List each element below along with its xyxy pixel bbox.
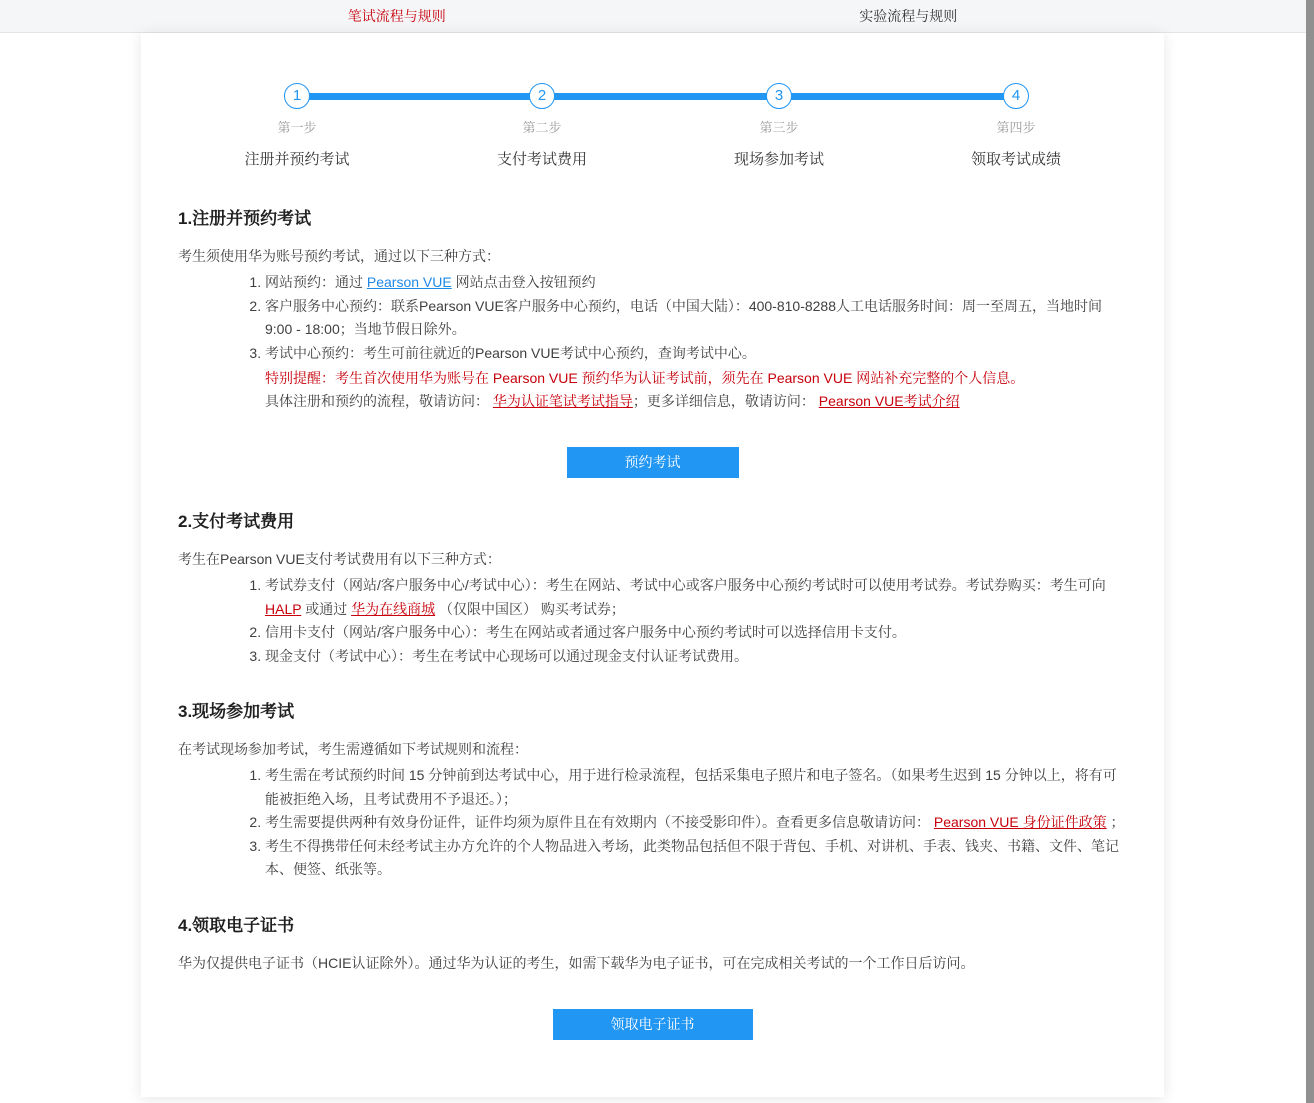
step-sub-label: 第三步 — [759, 120, 799, 135]
list-item — [265, 764, 1127, 811]
section-list — [178, 574, 1127, 668]
list-item — [265, 645, 1127, 669]
text-segment: 考生须使用华为账号预约考试，通过以下三种方式： — [178, 248, 500, 264]
pearson-vue-link[interactable]: Pearson VUE — [366, 274, 452, 290]
text-segment: 考试中心预约：考生可前往就近的Pearson VUE考试中心预约，查询考试中心。 — [265, 344, 756, 361]
tab-bar-inner — [141, 0, 1164, 32]
step-number-circle: 4 — [1003, 83, 1029, 109]
step-title: 领取考试成绩 — [970, 151, 1061, 168]
section-heading: 3.现场参加考试 — [178, 702, 295, 721]
section-heading: 4.领取电子证书 — [178, 915, 295, 935]
note-line — [265, 390, 1127, 413]
text-segment: 信用卡支付（网站/客户服务中心）：考生在网站或者通过客户服务中心预约考试时可以选择信用卡支付。 — [265, 624, 906, 640]
list-item — [265, 621, 1127, 645]
scrollbar[interactable] — [1306, 0, 1314, 1103]
section-list — [178, 271, 1127, 365]
written-exam-guide-link[interactable]: 华为认证笔试考试指导 — [492, 393, 633, 409]
section-heading: 2.支付考试费用 — [178, 512, 295, 531]
note-line — [265, 367, 1127, 390]
list-item — [265, 835, 1127, 882]
section-intro — [178, 245, 1127, 268]
book-exam-button[interactable]: 预约考试 — [567, 447, 739, 478]
text-segment: 华为仅提供电子证书（HCIE认证除外）。通过华为认证的考生，如需下载华为电子证书，可在完成相关考试的一个工作日后访问。 — [178, 954, 975, 971]
list-item — [265, 574, 1127, 621]
tab-lab-exam-rules[interactable]: 实验流程与规则 — [859, 8, 958, 24]
step-3 — [679, 83, 879, 170]
text-segment: 考试券支付（网站/客户服务中心/考试中心）：考生在网站、考试中心或客户服务中心预约考试时可以使用考试券。考试券购买：考生可向 — [265, 577, 1106, 593]
step-4 — [916, 83, 1116, 170]
section-certificate — [178, 914, 1127, 1040]
text-segment: ；更多详细信息，敬请访问： — [632, 393, 819, 409]
halp-link[interactable]: HALP — [265, 600, 302, 617]
section-heading: 1.注册并预约考试 — [178, 209, 312, 228]
sections-container — [178, 207, 1127, 1040]
text-segment: 或通过 — [301, 600, 352, 617]
step-2 — [442, 83, 642, 170]
text-segment: （仅限中国区） 购买考试券； — [435, 600, 625, 617]
content-card — [141, 33, 1164, 1097]
section-register — [178, 207, 1127, 478]
text-segment: ； — [1106, 814, 1125, 830]
section-intro — [178, 738, 1127, 761]
text-segment: 网站点击登入按钮预约 — [451, 274, 596, 290]
text-segment: 考生需要提供两种有效身份证件，证件均须为原件且在有效期内（不接受影印件）。查看更多信息敬请访问： — [265, 814, 934, 830]
section-intro — [178, 548, 1127, 571]
text-segment: 考生在Pearson VUE支付考试费用有以下三种方式： — [178, 551, 501, 567]
step-number-circle: 1 — [284, 83, 310, 109]
step-sub-label: 第二步 — [522, 120, 562, 135]
list-item — [265, 295, 1127, 342]
section-payment — [178, 510, 1127, 668]
huawei-mall-link[interactable]: 华为在线商城 — [351, 600, 436, 617]
text-segment: 在考试现场参加考试，考生需遵循如下考试规则和流程： — [178, 741, 528, 757]
section-onsite — [178, 700, 1127, 882]
step-1 — [197, 83, 397, 170]
text-segment: 具体注册和预约的流程，敬请访问： — [265, 393, 493, 409]
section-notes — [265, 367, 1127, 413]
step-number-circle: 2 — [529, 83, 555, 109]
text-segment: 特别提醒：考生首次使用华为账号在 Pearson VUE 预约华为认证考试前，须先在 Pearson VUE 网站补充完整的个人信息。 — [265, 370, 1025, 386]
get-certificate-button[interactable]: 领取电子证书 — [553, 1009, 753, 1040]
list-item — [265, 271, 1127, 295]
id-policy-link[interactable]: Pearson VUE 身份证件政策 — [933, 814, 1107, 830]
section-intro — [178, 952, 1127, 975]
step-title: 现场参加考试 — [733, 151, 824, 168]
section-list — [178, 764, 1127, 882]
text-segment: 网站预约：通过 — [265, 274, 367, 290]
button-row — [178, 1009, 1127, 1040]
stepper — [178, 83, 1127, 175]
text-segment: 考生需在考试预约时间 15 分钟前到达考试中心，用于进行检录流程，包括采集电子照片和电子签名。（如果考生迟到 15 分钟以上，将有可能被拒绝入场，且考试费用不予退还。）； — [265, 767, 1117, 807]
tab-bar — [0, 0, 1314, 33]
step-title: 注册并预约考试 — [244, 151, 350, 168]
step-title: 支付考试费用 — [496, 151, 587, 168]
text-segment: 考生不得携带任何未经考试主办方允许的个人物品进入考场，此类物品包括但不限于背包、手机、对讲机、手表、钱夹、书籍、文件、笔记本、便签、纸张等。 — [265, 837, 1119, 877]
text-segment: 客户服务中心预约：联系Pearson VUE客户服务中心预约，电话（中国大陆）：400-810-8288人工电话服务时间：周一至周五，当地时间 9:00 - 18:00；当地节假日除外。 — [265, 297, 1103, 337]
step-connector-line — [297, 93, 1016, 100]
button-row — [178, 447, 1127, 478]
list-item — [265, 811, 1127, 835]
text-segment: 现金支付（考试中心）：考生在考试中心现场可以通过现金支付认证考试费用。 — [265, 647, 748, 664]
list-item — [265, 342, 1127, 366]
tab-written-exam-rules[interactable]: 笔试流程与规则 — [347, 8, 446, 24]
step-number-circle: 3 — [766, 83, 792, 109]
pearson-vue-intro-link[interactable]: Pearson VUE考试介绍 — [818, 393, 960, 409]
step-sub-label: 第四步 — [996, 120, 1036, 135]
step-sub-label: 第一步 — [277, 120, 317, 135]
